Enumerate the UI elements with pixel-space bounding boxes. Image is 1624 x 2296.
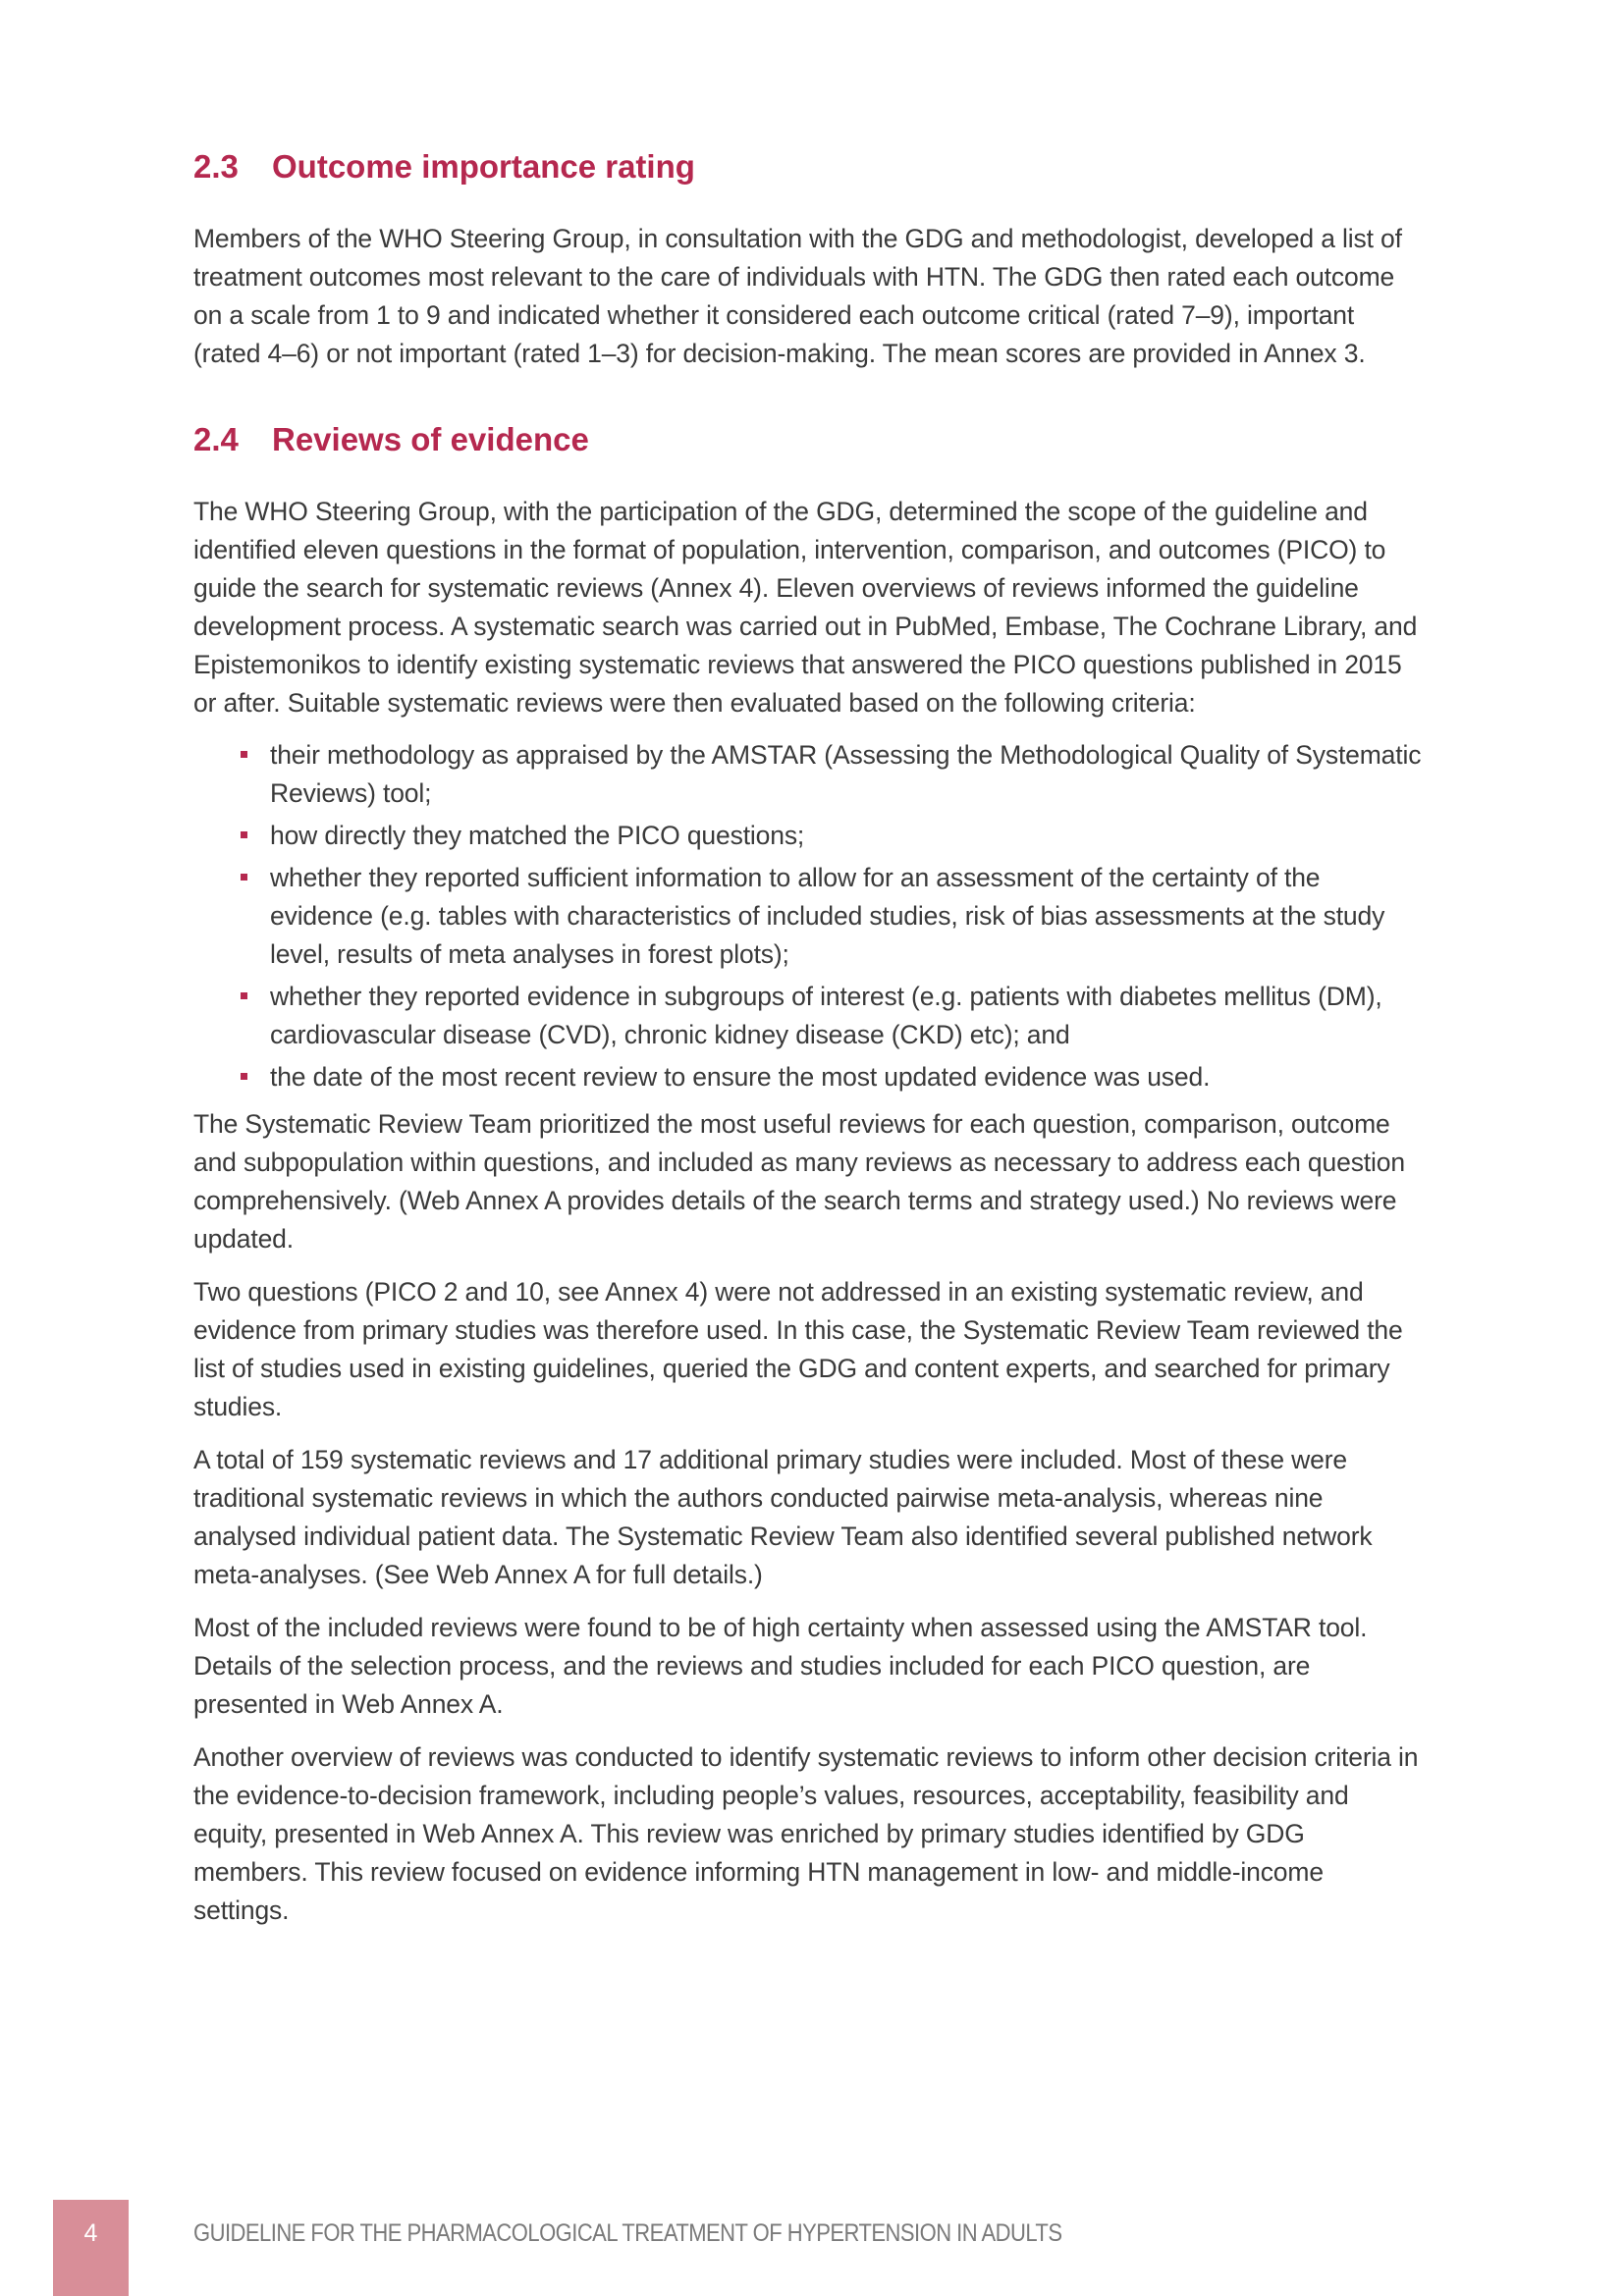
bullet-square-icon: [241, 874, 247, 881]
list-item: [270, 978, 1426, 1054]
page-number-tab: [53, 2200, 129, 2296]
page-number: 4: [83, 2219, 98, 2247]
list-item: [270, 859, 1426, 974]
section-heading-2-3: [193, 147, 1426, 187]
paragraph: Most of the included reviews were found to be of high certainty when assessed using the AMSTAR tool. Details of the selection process, and the reviews and studies included for each PICO question, are presented in Web Annex A.: [193, 1613, 1368, 1719]
list-item-text: whether they reported evidence in subgroups of interest (e.g. patients with diabetes mellitus (DM), cardiovascular disease (CVD), chronic kidney disease (CKD) etc); and: [270, 982, 1382, 1049]
bullet-square-icon: [241, 831, 247, 838]
page-content: [193, 147, 1426, 1930]
list-item: [270, 817, 1426, 855]
list-item: [270, 736, 1426, 813]
bullet-square-icon: [241, 751, 247, 758]
paragraph: Another overview of reviews was conducted to identify systematic reviews to inform other decision criteria in the evidence-to-decision framework, including people’s values, resources, acceptability, feasibility and equity, presented in Web Annex A. This review was enriched by primary studies identified by GDG members. This review focused on evidence informing HTN management in low- and middle-income settings.: [193, 1742, 1419, 1925]
paragraph: The WHO Steering Group, with the participation of the GDG, determined the scope of the guideline and identified eleven questions in the format of population, intervention, comparison, and outcomes (PICO) to guide the search for systematic reviews (Annex 4). Eleven overviews of reviews informed the guideline development process. A systematic search was carried out in PubMed, Embase, The Cochrane Library, and Epistemonikos to identify existing systematic reviews that answered the PICO questions published in 2015 or after. Suitable systematic reviews were then evaluated based on the following criteria:: [193, 497, 1418, 718]
paragraph: Two questions (PICO 2 and 10, see Annex 4) were not addressed in an existing systematic review, and evidence from primary studies was therefore used. In this case, the Systematic Review Team reviewed the list of studies used in existing guidelines, queried the GDG and content experts, and searched for primary studies.: [193, 1277, 1403, 1421]
paragraph: A total of 159 systematic reviews and 17 additional primary studies were included. Most of these were traditional systematic reviews in which the authors conducted pairwise meta-analysis, whereas nine analysed individual patient data. The Systematic Review Team also identified several published network meta-analyses. (See Web Annex A for full details.): [193, 1445, 1373, 1589]
section-number: 2.3: [193, 148, 239, 185]
bullet-square-icon: [241, 992, 247, 999]
list-item-text: whether they reported sufficient information to allow for an assessment of the certainty of the evidence (e.g. tables with characteristics of included studies, risk of bias assessments at the study level, results of meta analyses in forest plots);: [270, 863, 1385, 969]
section-title: Outcome importance rating: [272, 148, 695, 185]
list-item-text: their methodology as appraised by the AMSTAR (Assessing the Methodological Quality of Systematic Reviews) tool;: [270, 740, 1422, 808]
list-item-text: the date of the most recent review to ensure the most updated evidence was used.: [270, 1062, 1211, 1092]
section-title: Reviews of evidence: [272, 421, 589, 457]
paragraph: The Systematic Review Team prioritized the most useful reviews for each question, comparison, outcome and subpopulation within questions, and included as many reviews as necessary to address each question comprehensively. (Web Annex A provides details of the search terms and strategy used.) No reviews were updated.: [193, 1109, 1405, 1254]
running-footer-title: GUIDELINE FOR THE PHARMACOLOGICAL TREATMENT OF HYPERTENSION IN ADULTS: [193, 2219, 1062, 2247]
section-number: 2.4: [193, 421, 239, 457]
bullet-square-icon: [241, 1073, 247, 1080]
paragraph: Members of the WHO Steering Group, in consultation with the GDG and methodologist, developed a list of treatment outcomes most relevant to the care of individuals with HTN. The GDG then rated each outcome on a scale from 1 to 9 and indicated whether it considered each outcome critical (rated 7–9), important (rated 4–6) or not important (rated 1–3) for decision-making. The mean scores are provided in Annex 3.: [193, 224, 1402, 368]
list-item: [270, 1058, 1426, 1096]
criteria-list: [193, 736, 1426, 1096]
list-item-text: how directly they matched the PICO questions;: [270, 821, 805, 850]
section-heading-2-4: [193, 420, 1426, 459]
